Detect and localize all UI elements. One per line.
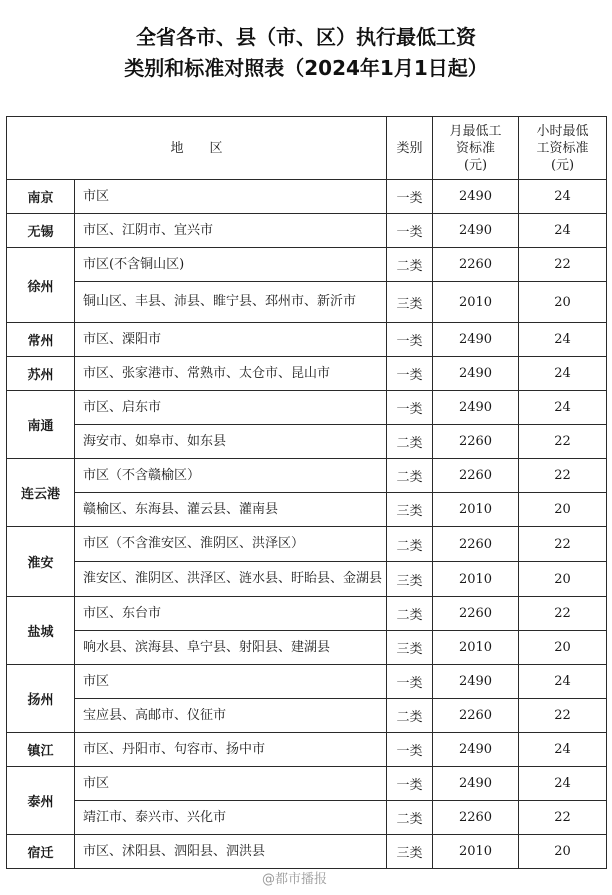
monthly-wage-cell: 2260 [433, 425, 519, 459]
minimum-wage-table [6, 116, 607, 869]
table-row [7, 425, 607, 459]
table-row [7, 562, 607, 597]
area-cell: 市区(不含铜山区) [75, 248, 387, 282]
area-cell: 市区、沭阳县、泗阳县、泗洪县 [75, 835, 387, 869]
table-row [7, 699, 607, 733]
category-cell: 二类 [387, 425, 433, 459]
city-name: 徐州 [7, 248, 75, 323]
monthly-wage-cell: 2490 [433, 214, 519, 248]
city-name: 常州 [7, 323, 75, 357]
header-category: 类别 [387, 117, 433, 180]
table-row [7, 180, 607, 214]
header-hourly-line-2: 工资标准 [536, 140, 589, 156]
category-cell: 二类 [387, 699, 433, 733]
table-row [7, 323, 607, 357]
category-cell: 一类 [387, 733, 433, 767]
category-cell: 一类 [387, 391, 433, 425]
area-cell: 市区、丹阳市、句容市、扬中市 [75, 733, 387, 767]
city-name: 宿迁 [7, 835, 75, 869]
hourly-wage-cell: 24 [519, 357, 607, 391]
area-cell: 市区 [75, 180, 387, 214]
city-name: 连云港 [7, 459, 75, 527]
hourly-wage-cell: 24 [519, 180, 607, 214]
hourly-wage-cell: 22 [519, 248, 607, 282]
hourly-wage-cell: 24 [519, 733, 607, 767]
hourly-wage-cell: 24 [519, 214, 607, 248]
table-row [7, 357, 607, 391]
hourly-wage-cell: 20 [519, 631, 607, 665]
monthly-wage-cell: 2010 [433, 562, 519, 597]
area-cell: 海安市、如皋市、如东县 [75, 425, 387, 459]
monthly-wage-cell: 2490 [433, 357, 519, 391]
monthly-wage-cell: 2490 [433, 665, 519, 699]
area-cell: 市区、启东市 [75, 391, 387, 425]
table-row [7, 459, 607, 493]
monthly-wage-cell: 2490 [433, 180, 519, 214]
table-row [7, 248, 607, 282]
area-cell: 市区 [75, 767, 387, 801]
area-cell: 市区、溧阳市 [75, 323, 387, 357]
category-cell: 三类 [387, 631, 433, 665]
table-row [7, 597, 607, 631]
city-name: 泰州 [7, 767, 75, 835]
hourly-wage-cell: 20 [519, 282, 607, 323]
table-row [7, 801, 607, 835]
area-cell: 市区、江阴市、宜兴市 [75, 214, 387, 248]
title-line-1: 全省各市、县（市、区）执行最低工资 [136, 25, 476, 49]
table-row [7, 733, 607, 767]
title-line-2: 类别和标准对照表（2024年1月1日起） [124, 56, 488, 80]
hourly-wage-cell: 24 [519, 767, 607, 801]
area-cell: 铜山区、丰县、沛县、睢宁县、邳州市、新沂市 [75, 282, 387, 323]
category-cell: 一类 [387, 180, 433, 214]
city-name: 镇江 [7, 733, 75, 767]
table-row [7, 665, 607, 699]
monthly-wage-cell: 2010 [433, 631, 519, 665]
area-cell: 淮安区、淮阴区、洪泽区、涟水县、盱眙县、金湖县 [75, 562, 387, 597]
header-hourly [519, 117, 607, 180]
city-name: 淮安 [7, 527, 75, 597]
area-cell: 市区（不含赣榆区） [75, 459, 387, 493]
header-monthly-line-2: 资标准 [456, 140, 496, 156]
table-row [7, 767, 607, 801]
category-cell: 一类 [387, 767, 433, 801]
monthly-wage-cell: 2260 [433, 801, 519, 835]
header-hourly-line-3: (元) [550, 157, 575, 173]
watermark: @都市播报 [262, 872, 328, 887]
hourly-wage-cell: 20 [519, 493, 607, 527]
table-row [7, 493, 607, 527]
hourly-wage-cell: 22 [519, 597, 607, 631]
category-cell: 一类 [387, 323, 433, 357]
city-name: 南通 [7, 391, 75, 459]
table-row [7, 835, 607, 869]
category-cell: 二类 [387, 248, 433, 282]
monthly-wage-cell: 2260 [433, 699, 519, 733]
table-row [7, 282, 607, 323]
hourly-wage-cell: 20 [519, 835, 607, 869]
monthly-wage-cell: 2490 [433, 733, 519, 767]
monthly-wage-cell: 2490 [433, 391, 519, 425]
header-monthly-line-1: 月最低工 [449, 123, 502, 139]
table-row [7, 631, 607, 665]
category-cell: 二类 [387, 527, 433, 562]
monthly-wage-cell: 2260 [433, 597, 519, 631]
monthly-wage-cell: 2260 [433, 527, 519, 562]
hourly-wage-cell: 22 [519, 527, 607, 562]
monthly-wage-cell: 2260 [433, 459, 519, 493]
header-monthly [433, 117, 519, 180]
monthly-wage-cell: 2490 [433, 767, 519, 801]
hourly-wage-cell: 24 [519, 323, 607, 357]
category-cell: 二类 [387, 459, 433, 493]
monthly-wage-cell: 2260 [433, 248, 519, 282]
hourly-wage-cell: 22 [519, 699, 607, 733]
category-cell: 三类 [387, 282, 433, 323]
table-body [7, 180, 607, 869]
area-cell: 市区、张家港市、常熟市、太仓市、昆山市 [75, 357, 387, 391]
monthly-wage-cell: 2010 [433, 282, 519, 323]
category-cell: 二类 [387, 597, 433, 631]
area-cell: 赣榆区、东海县、灌云县、灌南县 [75, 493, 387, 527]
category-cell: 二类 [387, 801, 433, 835]
city-name: 盐城 [7, 597, 75, 665]
city-name: 无锡 [7, 214, 75, 248]
table-header-row [7, 117, 607, 180]
header-hourly-line-1: 小时最低 [536, 123, 589, 139]
area-cell: 响水县、滨海县、阜宁县、射阳县、建湖县 [75, 631, 387, 665]
category-cell: 三类 [387, 493, 433, 527]
category-cell: 三类 [387, 562, 433, 597]
area-cell: 市区（不含淮安区、淮阴区、洪泽区） [75, 527, 387, 562]
table-row [7, 527, 607, 562]
hourly-wage-cell: 20 [519, 562, 607, 597]
city-name: 扬州 [7, 665, 75, 733]
category-cell: 一类 [387, 214, 433, 248]
hourly-wage-cell: 22 [519, 459, 607, 493]
hourly-wage-cell: 24 [519, 665, 607, 699]
hourly-wage-cell: 24 [519, 391, 607, 425]
monthly-wage-cell: 2010 [433, 835, 519, 869]
category-cell: 一类 [387, 665, 433, 699]
hourly-wage-cell: 22 [519, 425, 607, 459]
hourly-wage-cell: 22 [519, 801, 607, 835]
city-name: 苏州 [7, 357, 75, 391]
area-cell: 市区 [75, 665, 387, 699]
area-cell: 靖江市、泰兴市、兴化市 [75, 801, 387, 835]
header-region: 地 区 [7, 117, 387, 180]
monthly-wage-cell: 2490 [433, 323, 519, 357]
category-cell: 三类 [387, 835, 433, 869]
category-cell: 一类 [387, 357, 433, 391]
table-row [7, 214, 607, 248]
table-row [7, 391, 607, 425]
header-monthly-line-3: (元) [463, 157, 488, 173]
area-cell: 宝应县、高邮市、仪征市 [75, 699, 387, 733]
monthly-wage-cell: 2010 [433, 493, 519, 527]
page-title [0, 22, 612, 84]
city-name: 南京 [7, 180, 75, 214]
area-cell: 市区、东台市 [75, 597, 387, 631]
